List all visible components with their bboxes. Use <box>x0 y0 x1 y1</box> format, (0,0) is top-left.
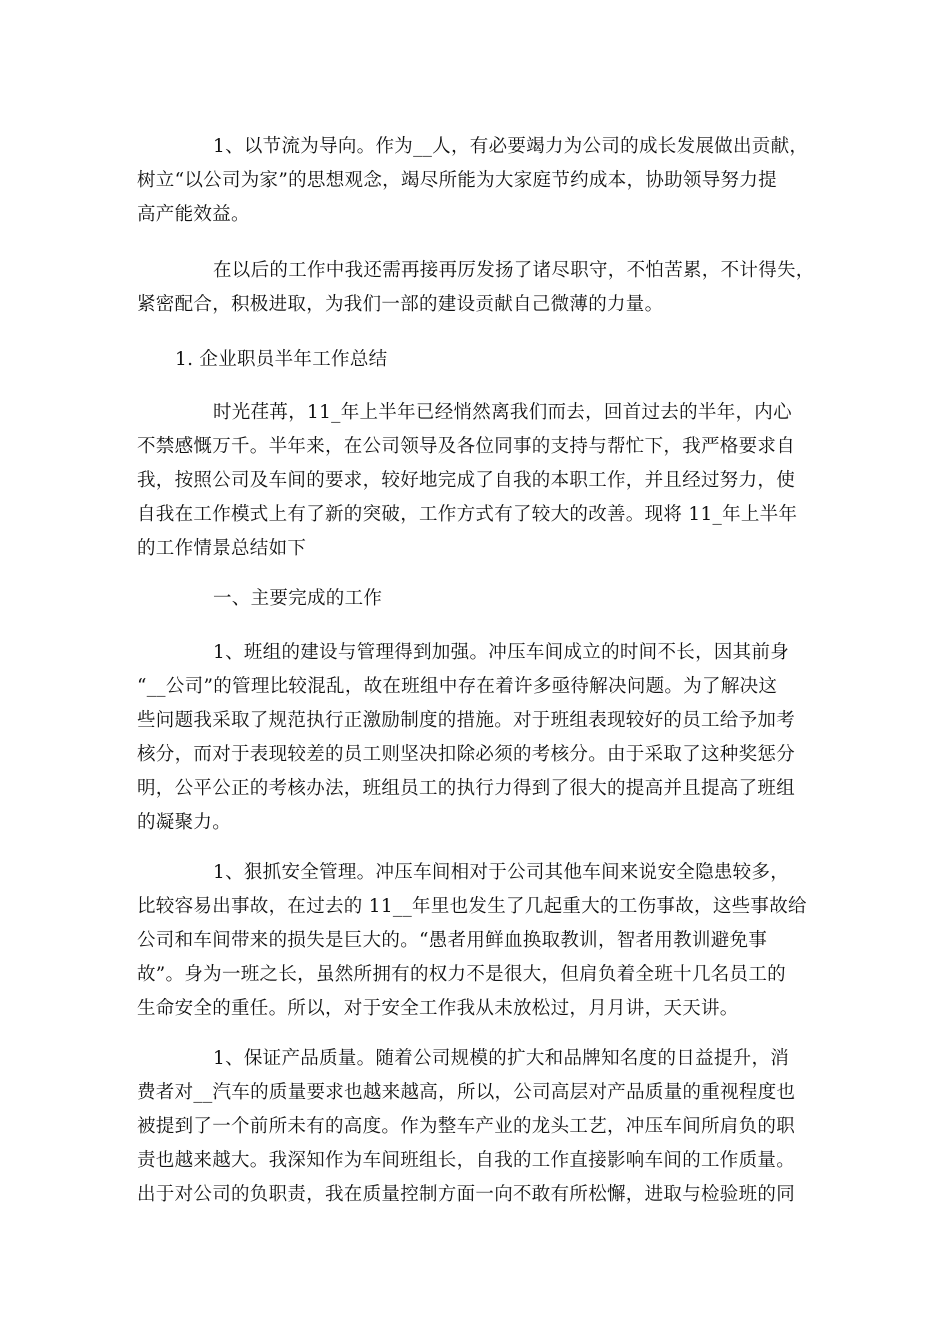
text-line: 故”。身为一班之长，虽然所拥有的权力不是很大，但肩负着全班十几名员工的 <box>137 964 786 985</box>
text-line: 高产能效益。 <box>137 204 250 225</box>
text-line: 费者对__汽车的质量要求也越来越高，所以，公司高层对产品质量的重视程度也 <box>137 1082 796 1103</box>
text-line: 1、以节流为导向。作为__人，有必要竭力为公司的成长发展做出贡献， <box>213 136 809 157</box>
text-line: 责也越来越大。我深知作为车间班组长，自我的工作直接影响车间的工作质量。 <box>137 1150 796 1171</box>
heading-text: 1. 企业职员半年工作总结 <box>175 349 388 370</box>
paragraph-introduction <box>137 396 817 566</box>
text-line: 不禁感慨万千。半年来，在公司领导及各位同事的支持与帮忙下，我严格要求自 <box>137 436 796 457</box>
paragraph-team-management <box>137 636 817 840</box>
text-line: 自我在工作模式上有了新的突破，工作方式有了较大的改善。现将 11_年上半年 <box>137 504 798 525</box>
text-line: 核分，而对于表现较差的员工则坚决扣除必须的考核分。由于采取了这种奖惩分 <box>137 744 796 765</box>
text-line: 公司和车间带来的损失是巨大的。“愚者用鲜血换取教训，智者用教训避免事 <box>137 930 768 951</box>
paragraph-product-quality <box>137 1042 817 1212</box>
text-line: 生命安全的重任。所以，对于安全工作我从未放松过，月月讲，天天讲。 <box>137 998 739 1019</box>
paragraph-safety-management <box>137 856 817 1026</box>
text-line: 比较容易出事故，在过去的 11__年里也发生了几起重大的工伤事故，这些事故给 <box>137 896 807 917</box>
text-line: 1、狠抓安全管理。冲压车间相对于公司其他车间来说安全隐患较多， <box>213 862 790 883</box>
text-line: 出于对公司的负职责，我在质量控制方面一向不敢有所松懈，进取与检验班的同 <box>137 1184 796 1205</box>
section-heading-half-year-summary <box>137 343 817 377</box>
text-line: 在以后的工作中我还需再接再厉发扬了诸尽职守，不怕苦累，不计得失， <box>213 260 815 281</box>
text-line: 紧密配合，积极进取，为我们一部的建设贡献自己微薄的力量。 <box>137 294 664 315</box>
paragraph-future-work <box>137 254 817 322</box>
text-line: 我，按照公司及车间的要求，较好地完成了自我的本职工作，并且经过努力，使 <box>137 470 796 491</box>
heading-text: 一、主要完成的工作 <box>213 588 383 609</box>
text-line: 时光荏苒，11_年上半年已经悄然离我们而去，回首过去的半年，内心 <box>213 402 792 423</box>
text-line: 的凝聚力。 <box>137 812 232 833</box>
text-line: 明，公平公正的考核办法，班组员工的执行力得到了很大的提高并且提高了班组 <box>137 778 796 799</box>
text-line: “__公司”的管理比较混乱，故在班组中存在着许多亟待解决问题。为了解决这 <box>137 676 778 697</box>
text-line: 1、班组的建设与管理得到加强。冲压车间成立的时间不长，因其前身 <box>213 642 790 663</box>
text-line: 1、保证产品质量。随着公司规模的扩大和品牌知名度的日益提升，消 <box>213 1048 790 1069</box>
text-line: 树立“以公司为家”的思想观念，竭尽所能为大家庭节约成本，协助领导努力提 <box>137 170 777 191</box>
text-line: 些问题我采取了规范执行正激励制度的措施。对于班组表现较好的员工给予加考 <box>137 710 796 731</box>
text-line: 的工作情景总结如下 <box>137 538 307 559</box>
paragraph-cost-saving <box>137 130 817 232</box>
subheading-main-work <box>137 582 817 616</box>
text-line: 被提到了一个前所未有的高度。作为整车产业的龙头工艺，冲压车间所肩负的职 <box>137 1116 796 1137</box>
